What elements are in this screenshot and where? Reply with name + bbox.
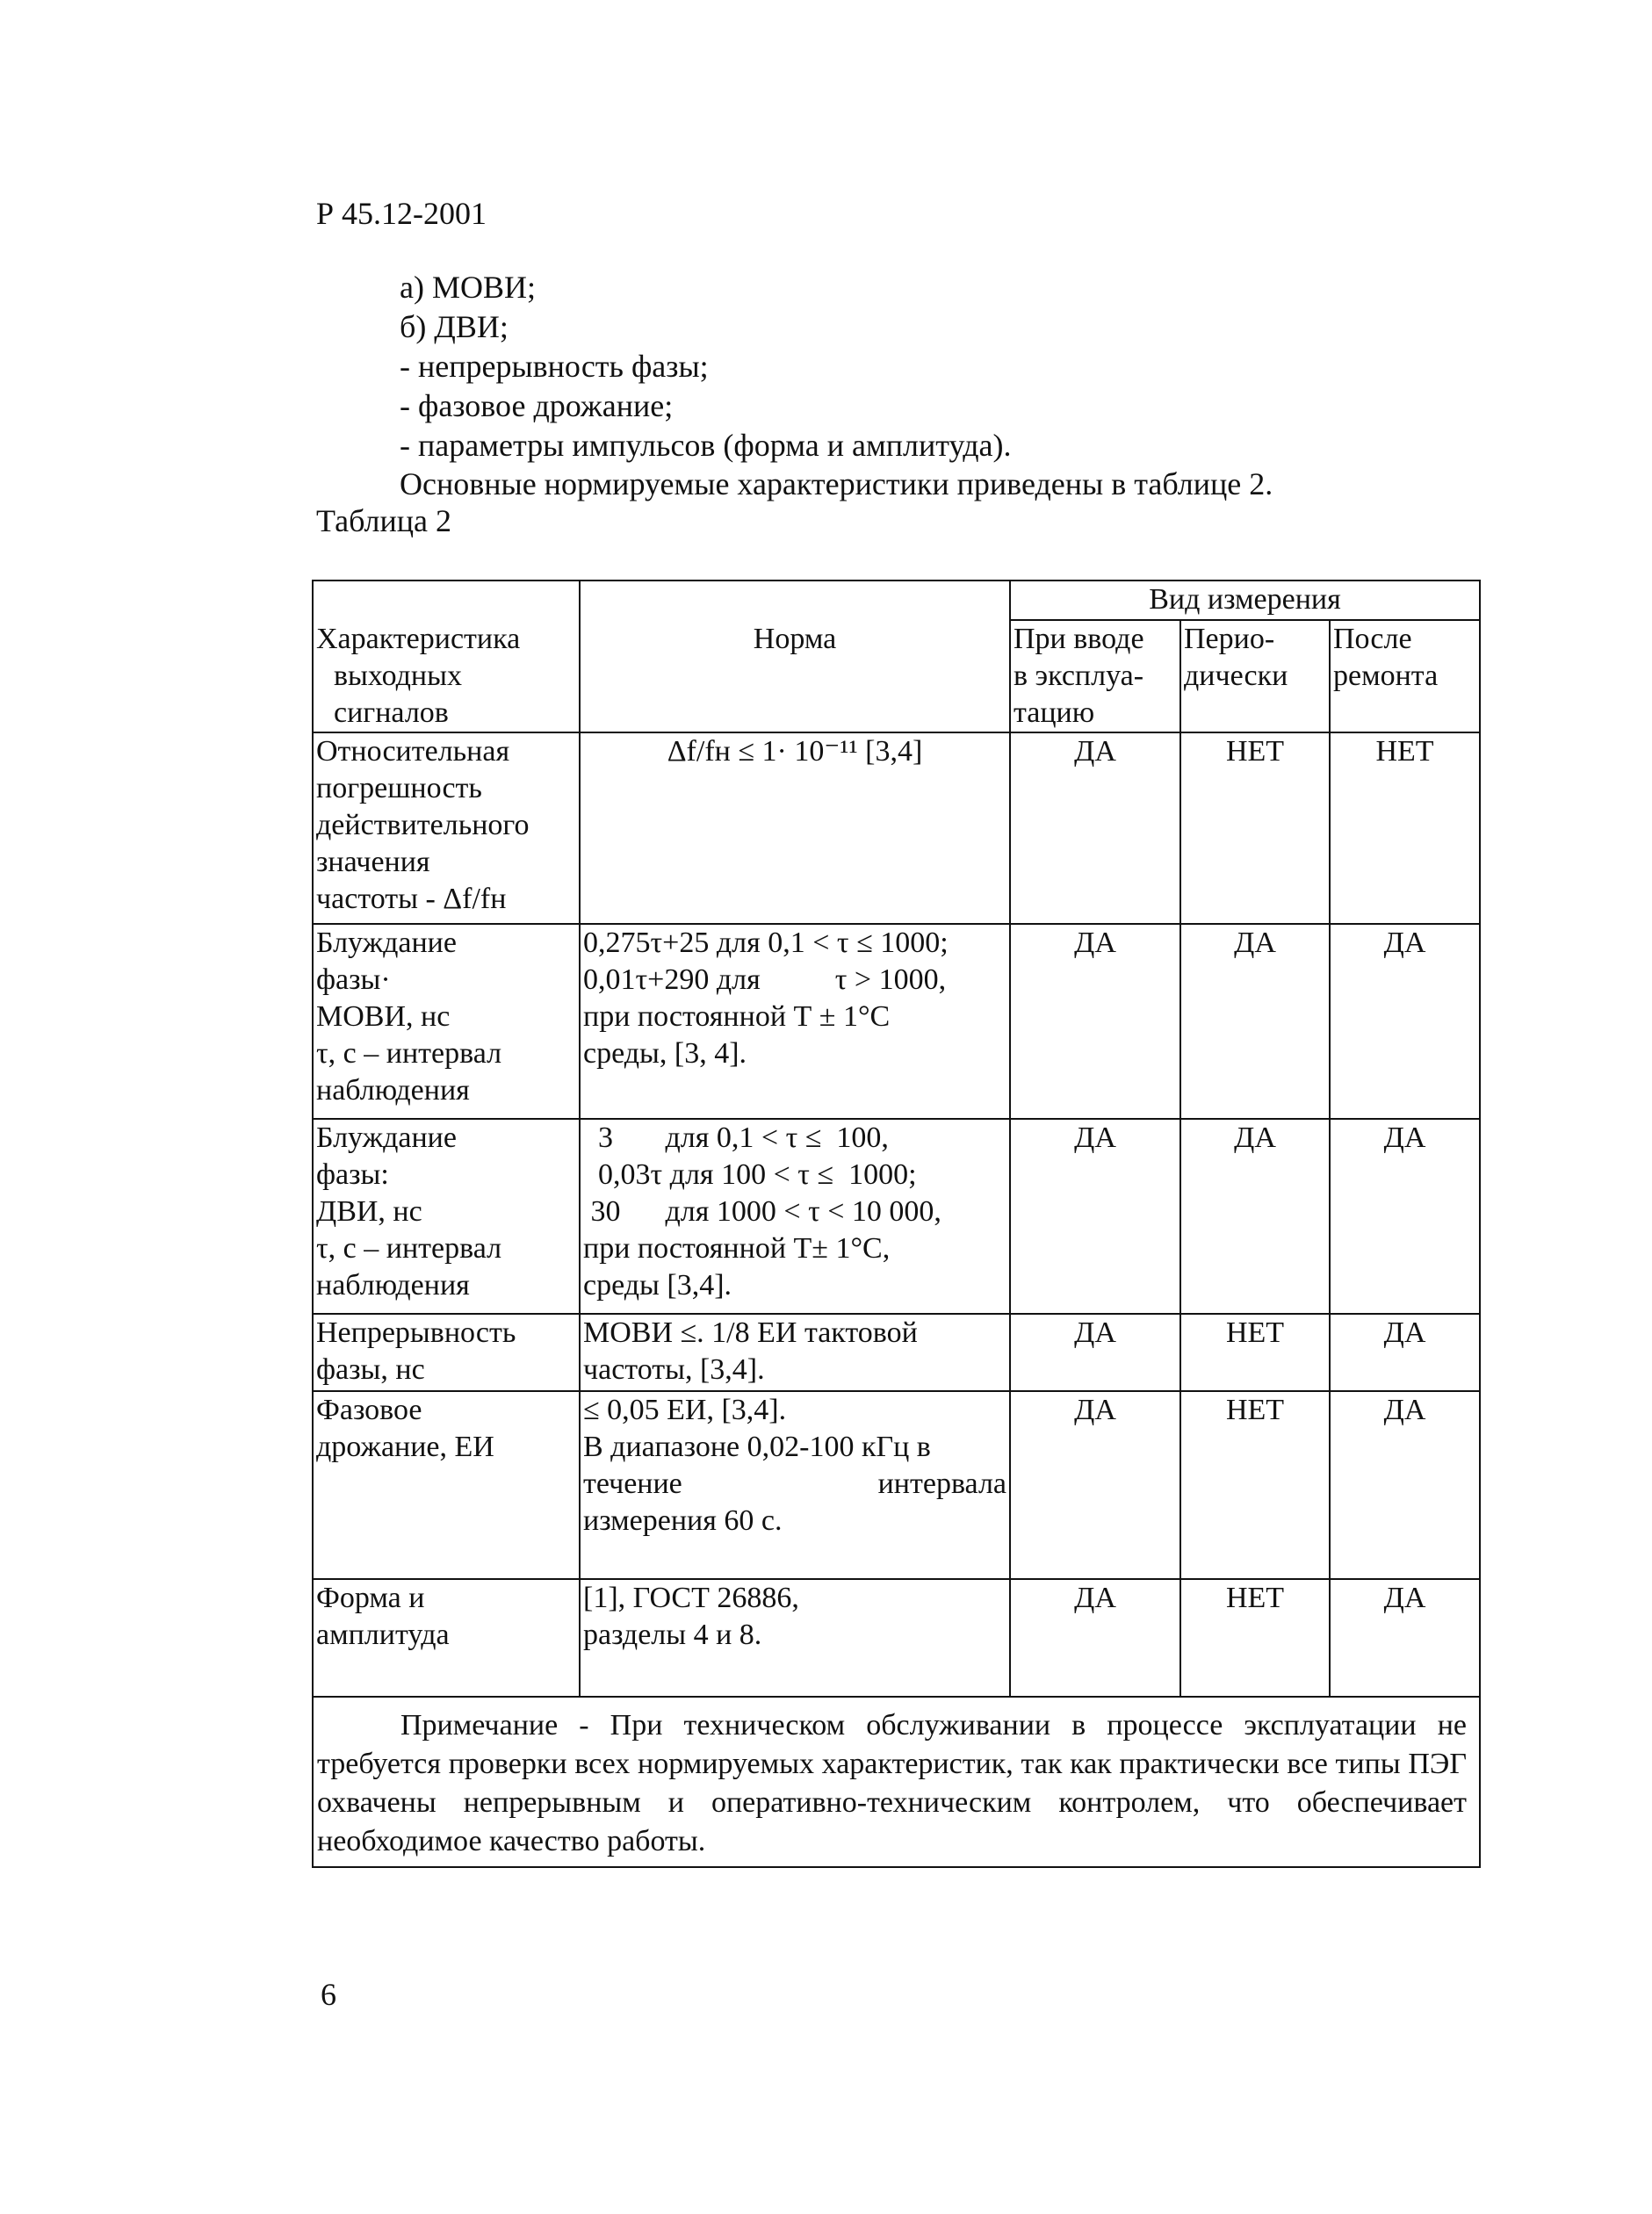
cell-after-repair: НЕТ (1330, 732, 1480, 924)
intro-sentence: Основные нормируемые характеристики приведены в таблице 2. (400, 466, 1273, 501)
list-item: а) МОВИ; (400, 270, 536, 305)
header-norm: Норма (580, 581, 1010, 732)
table-row (313, 1119, 1480, 1314)
cell-periodic: НЕТ (1180, 732, 1330, 924)
table-note: Примечание - При техническом обслуживании в процессе эксплуатации не требуется проверки всех нормируемых характеристик, так как практически все типы ПЭГ охвачены непрерывным и оперативно-техническим контролем, что обеспечивает необходимое качество работы. (317, 1709, 1467, 1857)
cell-norm: ≤ 0,05 ЕИ, [3,4]. В диапазоне 0,02-100 кГц в течение интервала измерения 60 с. (580, 1391, 1010, 1579)
cell-norm: 3 для 0,1 < τ ≤ 100, 0,03τ для 100 < τ ≤ 1000; 30 для 1000 < τ < 10 000, при постоянной Т± 1°С, среды [3,4]. (580, 1119, 1010, 1314)
cell-characteristic: Фазовое дрожание, ЕИ (313, 1391, 580, 1579)
cell-norm: 0,275τ+25 для 0,1 < τ ≤ 1000; 0,01τ+290 для τ > 1000, при постоянной Т ± 1°С среды, [3, 4]. (580, 924, 1010, 1119)
list-item: - параметры импульсов (форма и амплитуда). (400, 428, 1012, 463)
cell-norm: МОВИ ≤. 1/8 ЕИ тактовой частоты, [3,4]. (580, 1314, 1010, 1391)
characteristics-table (312, 580, 1481, 1868)
table-row (313, 732, 1480, 924)
cell-periodic: НЕТ (1180, 1314, 1330, 1391)
cell-characteristic: Блуждание фазы: ДВИ, нс τ, с – интервал наблюдения (313, 1119, 580, 1314)
document-code: Р 45.12-2001 (316, 196, 487, 231)
cell-commissioning: ДА (1010, 1391, 1180, 1579)
list-item: - непрерывность фазы; (400, 349, 709, 384)
cell-norm: Δf/fн ≤ 1· 10⁻¹¹ [3,4] (580, 732, 1010, 924)
table-row (313, 924, 1480, 1119)
cell-periodic: НЕТ (1180, 1391, 1330, 1579)
cell-after-repair: ДА (1330, 1391, 1480, 1579)
cell-commissioning: ДА (1010, 1119, 1180, 1314)
cell-periodic: ДА (1180, 924, 1330, 1119)
table-caption: Таблица 2 (316, 503, 451, 538)
list-item: - фазовое дрожание; (400, 388, 674, 423)
header-characteristic: Характеристика выходных сигналов (313, 581, 580, 732)
cell-after-repair: ДА (1330, 1119, 1480, 1314)
measurement-list (400, 268, 1012, 465)
page-number: 6 (321, 1977, 336, 2012)
header-after-repair: После ремонта (1330, 620, 1480, 732)
table-row (313, 1314, 1480, 1391)
cell-characteristic: Непрерывность фазы, нс (313, 1314, 580, 1391)
cell-characteristic: Блуждание фазы· МОВИ, нс τ, с – интервал наблюдения (313, 924, 580, 1119)
header-periodic: Перио- дически (1180, 620, 1330, 732)
table-header-row (313, 581, 1480, 620)
cell-commissioning: ДА (1010, 1579, 1180, 1697)
table-row (313, 1579, 1480, 1697)
cell-norm: [1], ГОСТ 26886, разделы 4 и 8. (580, 1579, 1010, 1697)
cell-commissioning: ДА (1010, 1314, 1180, 1391)
cell-commissioning: ДА (1010, 732, 1180, 924)
cell-after-repair: ДА (1330, 1579, 1480, 1697)
cell-characteristic: Форма и амплитуда (313, 1579, 580, 1697)
cell-characteristic: Относительная погрешность действительного значения частоты - Δf/fн (313, 732, 580, 924)
cell-after-repair: ДА (1330, 1314, 1480, 1391)
header-commissioning: При вводе в эксплуа- тацию (1010, 620, 1180, 732)
list-item: б) ДВИ; (400, 309, 509, 344)
table-row (313, 1391, 1480, 1579)
cell-periodic: НЕТ (1180, 1579, 1330, 1697)
cell-after-repair: ДА (1330, 924, 1480, 1119)
table-note-row (313, 1697, 1480, 1867)
cell-periodic: ДА (1180, 1119, 1330, 1314)
cell-commissioning: ДА (1010, 924, 1180, 1119)
header-measurement-type: Вид измерения (1010, 581, 1480, 620)
